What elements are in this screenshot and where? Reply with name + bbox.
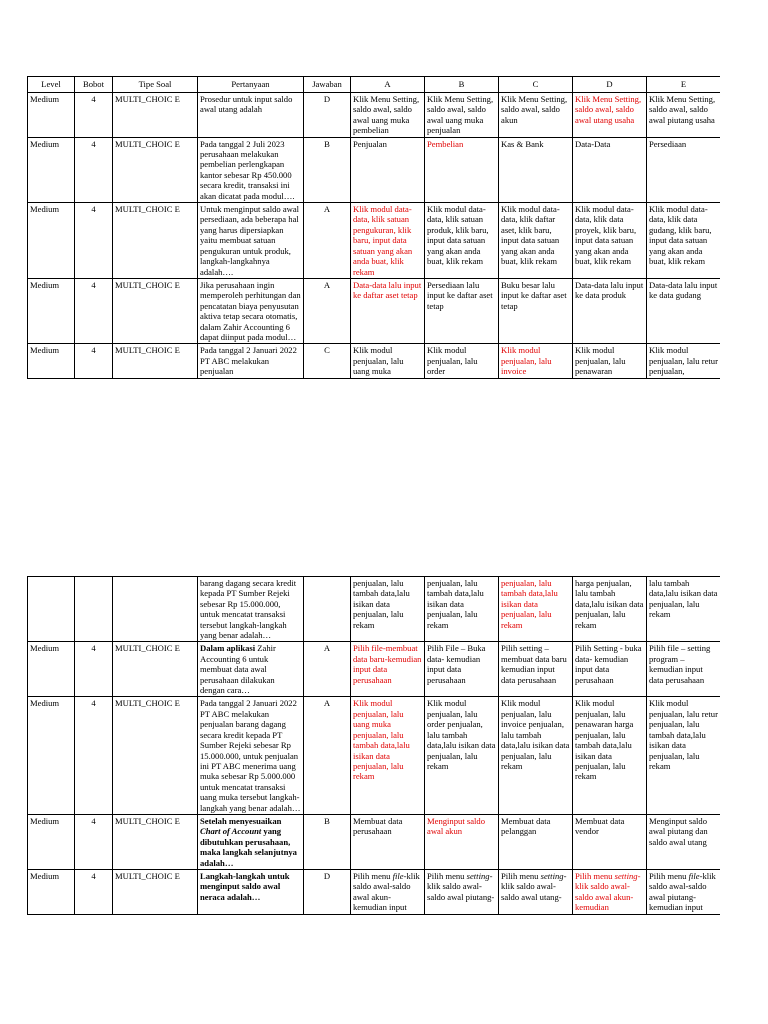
text-run: -klik saldo awal-saldo awal akun-kemudian [575,870,641,913]
text-run: penjualan, lalu tambah data,lalu isikan data penjualan, lalu rekam [353,578,410,630]
question-table-top [27,76,720,503]
question-table-continued [27,576,720,1024]
answer-key-cell: A [304,697,351,814]
tipe-soal-cell: MULTI_CHOIC E [113,814,198,869]
header-option-d: D [573,77,647,93]
option-a-cell [351,93,425,138]
option-c-cell [499,642,573,697]
option-b-cell [425,137,499,202]
tipe-soal-cell: MULTI_CHOIC E [113,642,198,697]
option-a-cell [351,814,425,869]
text-run: setting [540,870,564,881]
option-d-cell [573,344,647,378]
option-a-cell [351,203,425,279]
text-run: Persediaan lalu input ke daftar aset tetap [427,279,493,311]
question-table [27,576,720,915]
text-run: Setelah menyesuaikan [200,815,282,826]
tipe-soal-cell: MULTI_CHOIC E [113,697,198,814]
text-run: Chart of Account [200,826,262,837]
level-cell: Medium [28,344,75,378]
table-row [28,203,721,279]
level-cell: Medium [28,642,75,697]
text-run: Klik modul penjualan, lalu uang muka [353,345,404,377]
header-option-a: A [351,77,425,93]
option-d-cell [573,137,647,202]
level-cell: Medium [28,203,75,279]
option-b-cell [425,278,499,343]
text-run: Klik modul data-data, klik satuan pengukuran, klik baru, input data satuan yang akan anda buat, klik rekam [353,204,413,277]
bobot-cell: 4 [75,93,113,138]
level-cell: Medium [28,869,75,914]
text-run: Pilih Setting - buka data- kemudian input data perusahaan [575,643,642,685]
text-run: Data-data lalu input ke daftar aset tetap [353,279,422,301]
option-c-cell [499,869,573,914]
text-run: file [392,870,404,881]
option-b-cell [425,93,499,138]
bobot-cell: 4 [75,869,113,914]
header-option-b: B [425,77,499,93]
text-run: -klik saldo awal-saldo awal piutang- [427,870,495,902]
text-run: -klik saldo awal-saldo awal akun-kemudian input [353,870,420,913]
question-cell [198,137,304,202]
option-c-cell [499,203,573,279]
level-cell: Medium [28,137,75,202]
bobot-cell: 4 [75,203,113,279]
header-row [28,77,721,93]
table-row [28,642,721,697]
table-row [28,814,721,869]
question-cell [198,344,304,378]
text-run: Pilih menu [353,870,393,881]
question-cell [198,642,304,697]
option-b-cell [425,577,499,642]
text-run: Klik modul penjualan, lalu retur penjualan, lalu tambah data,lalu isikan data penjualan, lalu rekam [649,698,718,771]
text-run: setting [614,870,638,881]
text-run: Zahir Accounting 6 untuk membuat data awal perusahaan dilakukan dengan cara… [200,643,276,696]
text-run: -klik saldo awal-saldo awal piutang-kemudian input [649,870,716,913]
option-d-cell [573,642,647,697]
text-run: Pada tanggal 2 Januari 2022 PT ABC melakukan penjualan barang dagang secara kredit kepada PT Sumber Rejeki sebesar Rp 15.000.000, untuk penjualan ini PT ABC menerima uang muka sebesar Rp 5.000.000 untuk mencatat transaksi uang muka tersebut langkah-langkah yang benar adalah… [200,698,301,813]
table-row [28,93,721,138]
option-b-cell [425,697,499,814]
bobot-cell: 4 [75,137,113,202]
answer-key-cell: A [304,278,351,343]
text-run: file [688,870,700,881]
option-e-cell [647,869,721,914]
table-row [28,697,721,814]
option-d-cell [573,814,647,869]
text-run: barang dagang secara kredit kepada PT Sumber Rejeki sebesar Rp 15.000.000, untuk mencatat transaksi tersebut langkah-langkah yang benar adalah… [200,578,297,641]
text-run: Pilih menu [649,870,689,881]
text-run: Langkah-langkah untuk menginput saldo awal neraca adalah… [200,870,290,902]
question-cell [198,814,304,869]
option-a-cell [351,137,425,202]
tipe-soal-cell: MULTI_CHOIC E [113,137,198,202]
text-run: Menginput saldo awal piutang dan saldo awal utang [649,815,708,847]
text-run: Klik modul penjualan, lalu uang muka penjualan, lalu tambah data,lalu isikan data penjualan, lalu rekam [353,698,410,782]
text-run: Pilih file – setting program – kemudian input data perusahaan [649,643,711,685]
text-run: yang dibutuhkan perusahaan, maka langkah selanjutnya adalah… [200,826,297,868]
text-run: Pilih setting – membuat data baru kemudian input data perusahaan [501,643,567,685]
text-run: Membuat data vendor [575,815,625,837]
text-run: Klik modul data-data, klik satuan produk, klik baru, input data satuan yang akan anda buat, klik rekam [427,204,489,267]
option-a-cell [351,869,425,914]
option-b-cell [425,869,499,914]
header-pertanyaan: Pertanyaan [198,77,304,93]
option-a-cell [351,642,425,697]
text-run: Klik modul data-data, klik daftar aset, klik baru, input data satuan yang akan anda buat, klik rekam [501,204,560,267]
option-b-cell [425,642,499,697]
text-run: Pada tanggal 2 Juli 2023 perusahaan melakukan pembelian perlengkapan kantor sebesar Rp 450.000 secara kredit, transaksi ini akan dicatat pada modul…. [200,138,295,201]
text-run: Menginput saldo awal akun [427,815,486,837]
option-e-cell [647,203,721,279]
text-run: Klik modul penjualan, lalu penawaran harga penjualan, lalu tambah data,lalu isikan data penjualan, lalu rekam [575,698,634,782]
bobot-cell: 4 [75,814,113,869]
bobot-cell: 4 [75,642,113,697]
question-cell [198,93,304,138]
text-run: -klik saldo awal-saldo awal utang- [501,870,567,902]
text-run: Pada tanggal 2 Januari 2022 PT ABC melakukan penjualan [200,345,297,377]
answer-key-cell [304,577,351,642]
text-run: Kas & Bank [501,138,544,149]
level-cell [28,577,75,642]
header-option-c: C [499,77,573,93]
text-run: Klik Menu Setting, saldo awal, saldo awal utang usaha [575,94,642,125]
option-b-cell [425,344,499,378]
option-e-cell [647,642,721,697]
option-e-cell [647,814,721,869]
option-b-cell [425,814,499,869]
text-run: Pilih menu [427,870,467,881]
text-run: Klik modul penjualan, lalu invoice penjualan, lalu tambah data,lalu isikan data penjualan, lalu rekam [501,698,570,771]
text-run: setting [466,870,490,881]
option-d-cell [573,278,647,343]
option-d-cell [573,697,647,814]
option-c-cell [499,344,573,378]
option-d-cell [573,869,647,914]
bobot-cell: 4 [75,697,113,814]
header-level: Level [28,77,75,93]
option-e-cell [647,278,721,343]
text-run: Klik Menu Setting, saldo awal, saldo akun [501,94,568,125]
tipe-soal-cell: MULTI_CHOIC E [113,203,198,279]
text-run: Klik Menu Setting, saldo awal, saldo awal uang muka pembelian [353,94,420,136]
option-a-cell [351,344,425,378]
tipe-soal-cell [113,577,198,642]
option-e-cell [647,93,721,138]
table-row [28,869,721,914]
header-jawaban: Jawaban [304,77,351,93]
option-e-cell [647,577,721,642]
table-body [28,93,721,379]
table-body [28,577,721,915]
text-run: Klik modul data-data, klik data proyek, klik baru, input data satuan yang akan anda buat, klik rekam [575,204,637,267]
text-run: Data-data lalu input ke data gudang [649,279,718,301]
text-run: Klik Menu Setting, saldo awal, saldo awal piutang usaha [649,94,716,125]
text-run: Pilih file-membuat data baru-kemudian input data perusahaan [353,643,422,685]
option-c-cell [499,814,573,869]
text-run: Membuat data perusahaan [353,815,403,837]
text-run: Klik modul penjualan, lalu order [427,345,478,377]
option-c-cell [499,93,573,138]
question-cell [198,278,304,343]
option-b-cell [425,203,499,279]
question-cell [198,697,304,814]
header-tipe-soal: Tipe Soal [113,77,198,93]
tipe-soal-cell: MULTI_CHOIC E [113,869,198,914]
text-run: Penjualan [353,138,387,149]
level-cell: Medium [28,278,75,343]
text-run: Klik modul penjualan, lalu retur penjualan, [649,345,718,377]
tipe-soal-cell: MULTI_CHOIC E [113,344,198,378]
option-a-cell [351,278,425,343]
text-run: Untuk menginput saldo awal persediaan, ada beberapa hal yang harus dipersiapkan yaitu membuat satuan pengukuran untuk produk, langkah-langkahnya adalah…. [200,204,300,277]
question-cell [198,203,304,279]
text-run: Membuat data pelanggan [501,815,551,837]
option-c-cell [499,577,573,642]
level-cell: Medium [28,697,75,814]
text-run: Pilih menu [501,870,541,881]
text-run: Pilih File – Buka data- kemudian input data perusahaan [427,643,486,685]
answer-key-cell: A [304,642,351,697]
bobot-cell: 4 [75,278,113,343]
text-run: penjualan, lalu tambah data,lalu isikan data penjualan, lalu rekam [427,578,484,630]
table-row [28,344,721,378]
option-d-cell [573,203,647,279]
tipe-soal-cell: MULTI_CHOIC E [113,93,198,138]
option-c-cell [499,697,573,814]
table-row [28,278,721,343]
question-cell [198,869,304,914]
answer-key-cell: B [304,137,351,202]
text-run: Persediaan [649,138,687,149]
bobot-cell: 4 [75,344,113,378]
text-run: penjualan, lalu tambah data,lalu isikan data penjualan, lalu rekam [501,578,558,630]
text-run: Klik modul penjualan, lalu penawaran [575,345,626,377]
text-run: Prosedur untuk input saldo awal utang adalah [200,94,293,115]
text-run: Klik modul data-data, klik data gudang, klik baru, input data satuan yang akan anda buat, klik rekam [649,204,712,267]
question-cell [198,577,304,642]
text-run: Klik Menu Setting, saldo awal, saldo awal uang muka penjualan [427,94,494,136]
tipe-soal-cell: MULTI_CHOIC E [113,278,198,343]
table-row [28,137,721,202]
table-row [28,577,721,642]
text-run: Klik modul penjualan, lalu order penjualan, lalu tambah data,lalu isikan data penjualan, lalu rekam [427,698,496,771]
option-c-cell [499,137,573,202]
text-run: Buku besar lalu input ke daftar aset tetap [501,279,567,311]
option-e-cell [647,137,721,202]
text-run: harga penjualan, lalu tambah data,lalu isikan data penjualan, lalu rekam [575,578,644,630]
answer-key-cell: D [304,869,351,914]
text-run: lalu tambah data,lalu isikan data penjualan, lalu rekam [649,578,718,620]
level-cell: Medium [28,93,75,138]
text-run: Data-data lalu input ke data produk [575,279,644,301]
option-d-cell [573,93,647,138]
option-d-cell [573,577,647,642]
text-run: Data-Data [575,138,611,149]
option-a-cell [351,697,425,814]
answer-key-cell: A [304,203,351,279]
option-c-cell [499,278,573,343]
text-run: Pilih menu [575,870,615,881]
answer-key-cell: C [304,344,351,378]
header-option-e: E [647,77,721,93]
question-table [27,76,720,379]
option-a-cell [351,577,425,642]
header-bobot: Bobot [75,77,113,93]
level-cell: Medium [28,814,75,869]
option-e-cell [647,697,721,814]
text-run: Jika perusahaan ingin memperoleh perhitungan dan pencatatan biaya penyusutan aktiva tetap secara otomatis, dalam Zahir Accounting 6 dapat diinput pada modul… [200,279,301,342]
answer-key-cell: D [304,93,351,138]
bobot-cell [75,577,113,642]
answer-key-cell: B [304,814,351,869]
text-run: Klik modul penjualan, lalu invoice [501,345,552,377]
option-e-cell [647,344,721,378]
text-run: Pembelian [427,138,464,149]
text-run: Dalam aplikasi [200,643,256,654]
